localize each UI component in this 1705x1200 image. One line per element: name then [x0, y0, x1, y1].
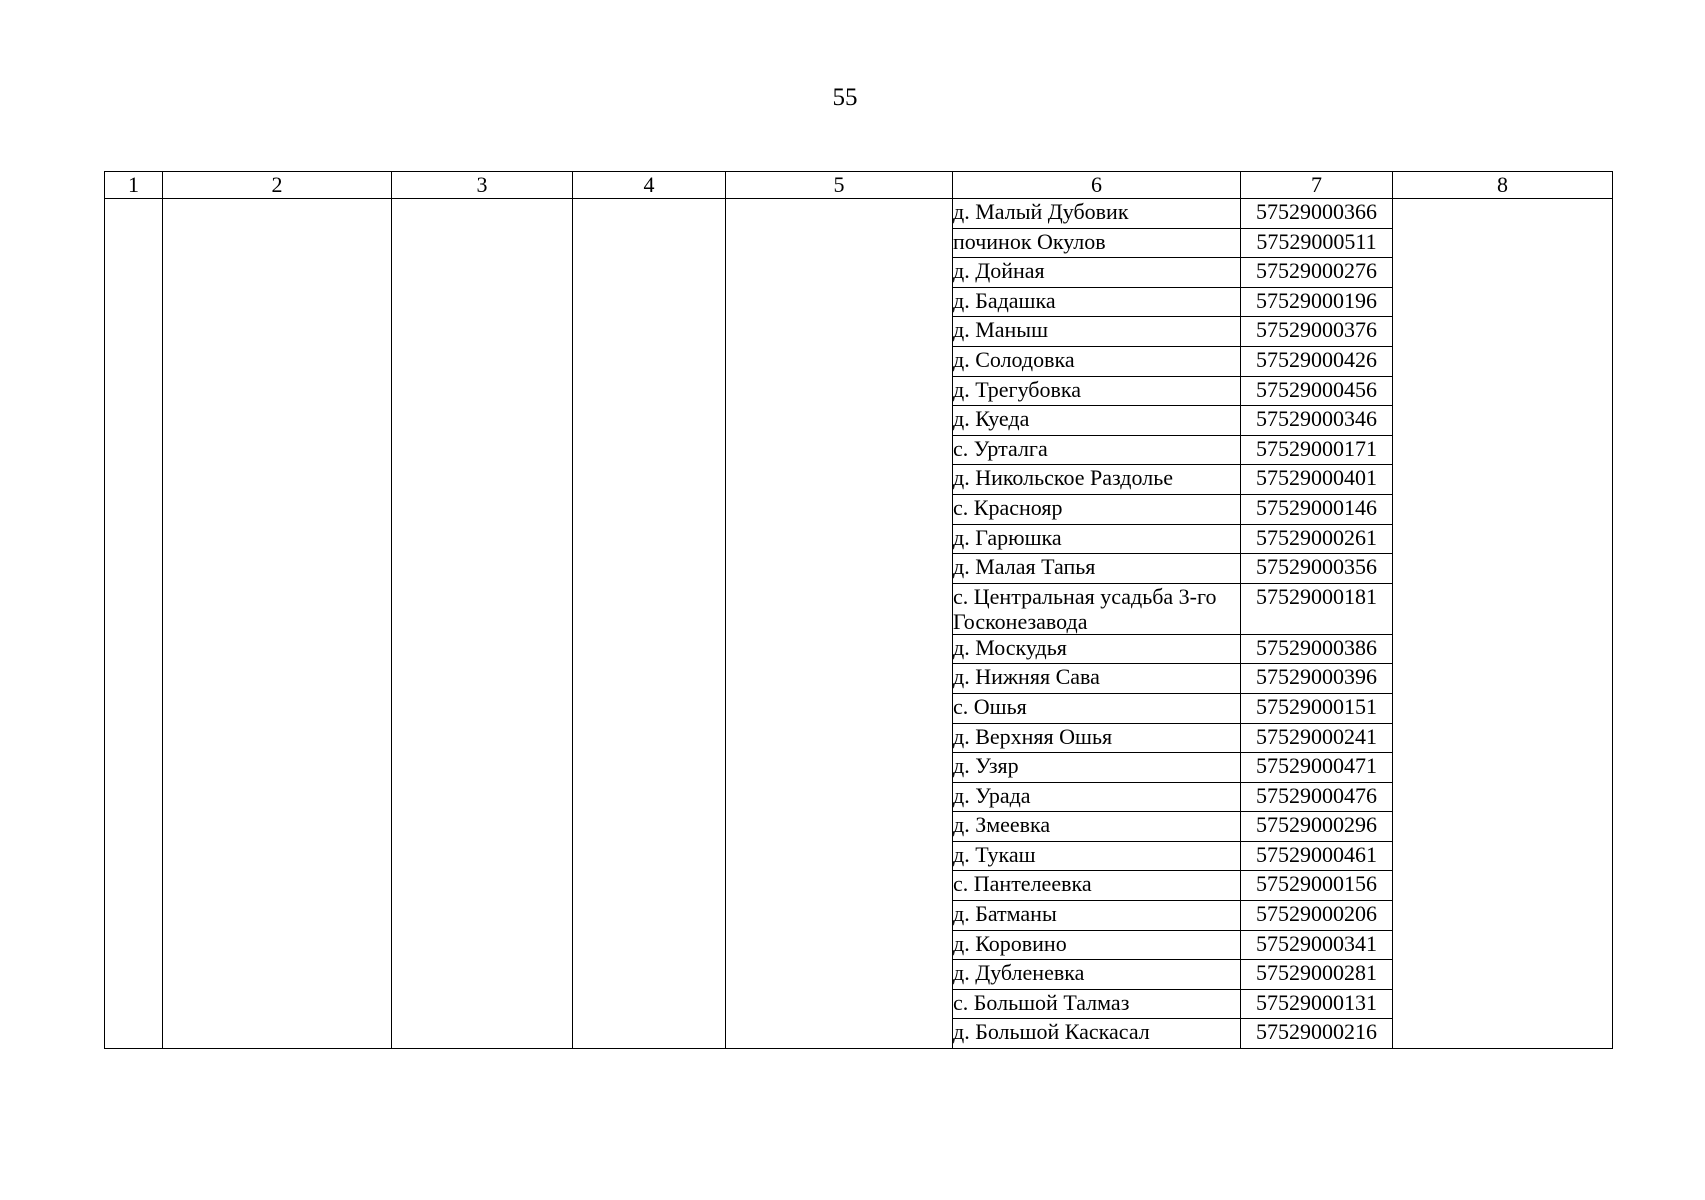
settlement-name: д. Куеда [953, 406, 1241, 436]
settlements-table [104, 171, 1613, 1049]
settlement-name: д. Бадашка [953, 287, 1241, 317]
settlement-name: с. Урталга [953, 435, 1241, 465]
oktmo-code: 57529000281 [1241, 960, 1393, 990]
empty-column-2 [163, 199, 392, 1049]
settlement-name: с. Ошья [953, 693, 1241, 723]
empty-column-1 [105, 199, 163, 1049]
oktmo-code: 57529000196 [1241, 287, 1393, 317]
column-header-5: 5 [726, 172, 953, 199]
oktmo-code: 57529000181 [1241, 583, 1393, 634]
settlement-name: д. Малый Дубовик [953, 199, 1241, 229]
settlement-name: с. Пантелеевка [953, 871, 1241, 901]
oktmo-code: 57529000171 [1241, 435, 1393, 465]
oktmo-code: 57529000401 [1241, 465, 1393, 495]
oktmo-code: 57529000216 [1241, 1019, 1393, 1049]
empty-column-3 [392, 199, 573, 1049]
oktmo-code: 57529000366 [1241, 199, 1393, 229]
settlement-name: с. Краснояр [953, 494, 1241, 524]
settlement-name: д. Дубленевка [953, 960, 1241, 990]
oktmo-code: 57529000396 [1241, 664, 1393, 694]
oktmo-code: 57529000456 [1241, 376, 1393, 406]
settlement-name: д. Малая Тапья [953, 554, 1241, 584]
settlement-name: д. Коровино [953, 930, 1241, 960]
oktmo-code: 57529000386 [1241, 634, 1393, 664]
oktmo-code: 57529000376 [1241, 317, 1393, 347]
empty-column-4 [573, 199, 726, 1049]
oktmo-code: 57529000341 [1241, 930, 1393, 960]
oktmo-code: 57529000461 [1241, 841, 1393, 871]
settlement-name: д. Урада [953, 782, 1241, 812]
table-header [105, 172, 1613, 199]
oktmo-code: 57529000206 [1241, 901, 1393, 931]
oktmo-code: 57529000276 [1241, 258, 1393, 288]
oktmo-code: 57529000476 [1241, 782, 1393, 812]
column-header-2: 2 [163, 172, 392, 199]
settlement-name: д. Батманы [953, 901, 1241, 931]
oktmo-code: 57529000471 [1241, 753, 1393, 783]
column-header-8: 8 [1393, 172, 1613, 199]
settlement-name: д. Гарюшка [953, 524, 1241, 554]
oktmo-code: 57529000356 [1241, 554, 1393, 584]
oktmo-code: 57529000146 [1241, 494, 1393, 524]
settlement-name: д. Трегубовка [953, 376, 1241, 406]
table-body [105, 199, 1613, 1049]
settlement-name: д. Солодовка [953, 346, 1241, 376]
settlement-name: д. Москудья [953, 634, 1241, 664]
column-header-7: 7 [1241, 172, 1393, 199]
settlement-name: д. Никольское Раздолье [953, 465, 1241, 495]
table-row [105, 199, 1613, 229]
oktmo-code: 57529000151 [1241, 693, 1393, 723]
settlement-name: д. Змеевка [953, 812, 1241, 842]
settlement-name: д. Тукаш [953, 841, 1241, 871]
empty-column-5 [726, 199, 953, 1049]
oktmo-code: 57529000511 [1241, 228, 1393, 258]
column-header-6: 6 [953, 172, 1241, 199]
page-number: 55 [832, 84, 858, 111]
settlement-name: д. Нижняя Сава [953, 664, 1241, 694]
oktmo-code: 57529000346 [1241, 406, 1393, 436]
settlement-name: с. Большой Талмаз [953, 989, 1241, 1019]
oktmo-code: 57529000156 [1241, 871, 1393, 901]
empty-column-8 [1393, 199, 1613, 1049]
oktmo-code: 57529000131 [1241, 989, 1393, 1019]
settlement-name: починок Окулов [953, 228, 1241, 258]
oktmo-code: 57529000241 [1241, 723, 1393, 753]
column-header-3: 3 [392, 172, 573, 199]
settlement-name: с. Центральная усадьба 3-го Госконезавода [953, 583, 1241, 634]
header-row [105, 172, 1613, 199]
settlement-name: д. Маныш [953, 317, 1241, 347]
settlement-name: д. Узяр [953, 753, 1241, 783]
oktmo-code: 57529000426 [1241, 346, 1393, 376]
settlement-name: д. Дойная [953, 258, 1241, 288]
settlement-name: д. Верхняя Ошья [953, 723, 1241, 753]
oktmo-code: 57529000261 [1241, 524, 1393, 554]
column-header-4: 4 [573, 172, 726, 199]
column-header-1: 1 [105, 172, 163, 199]
settlement-name: д. Большой Каскасал [953, 1019, 1241, 1049]
oktmo-code: 57529000296 [1241, 812, 1393, 842]
